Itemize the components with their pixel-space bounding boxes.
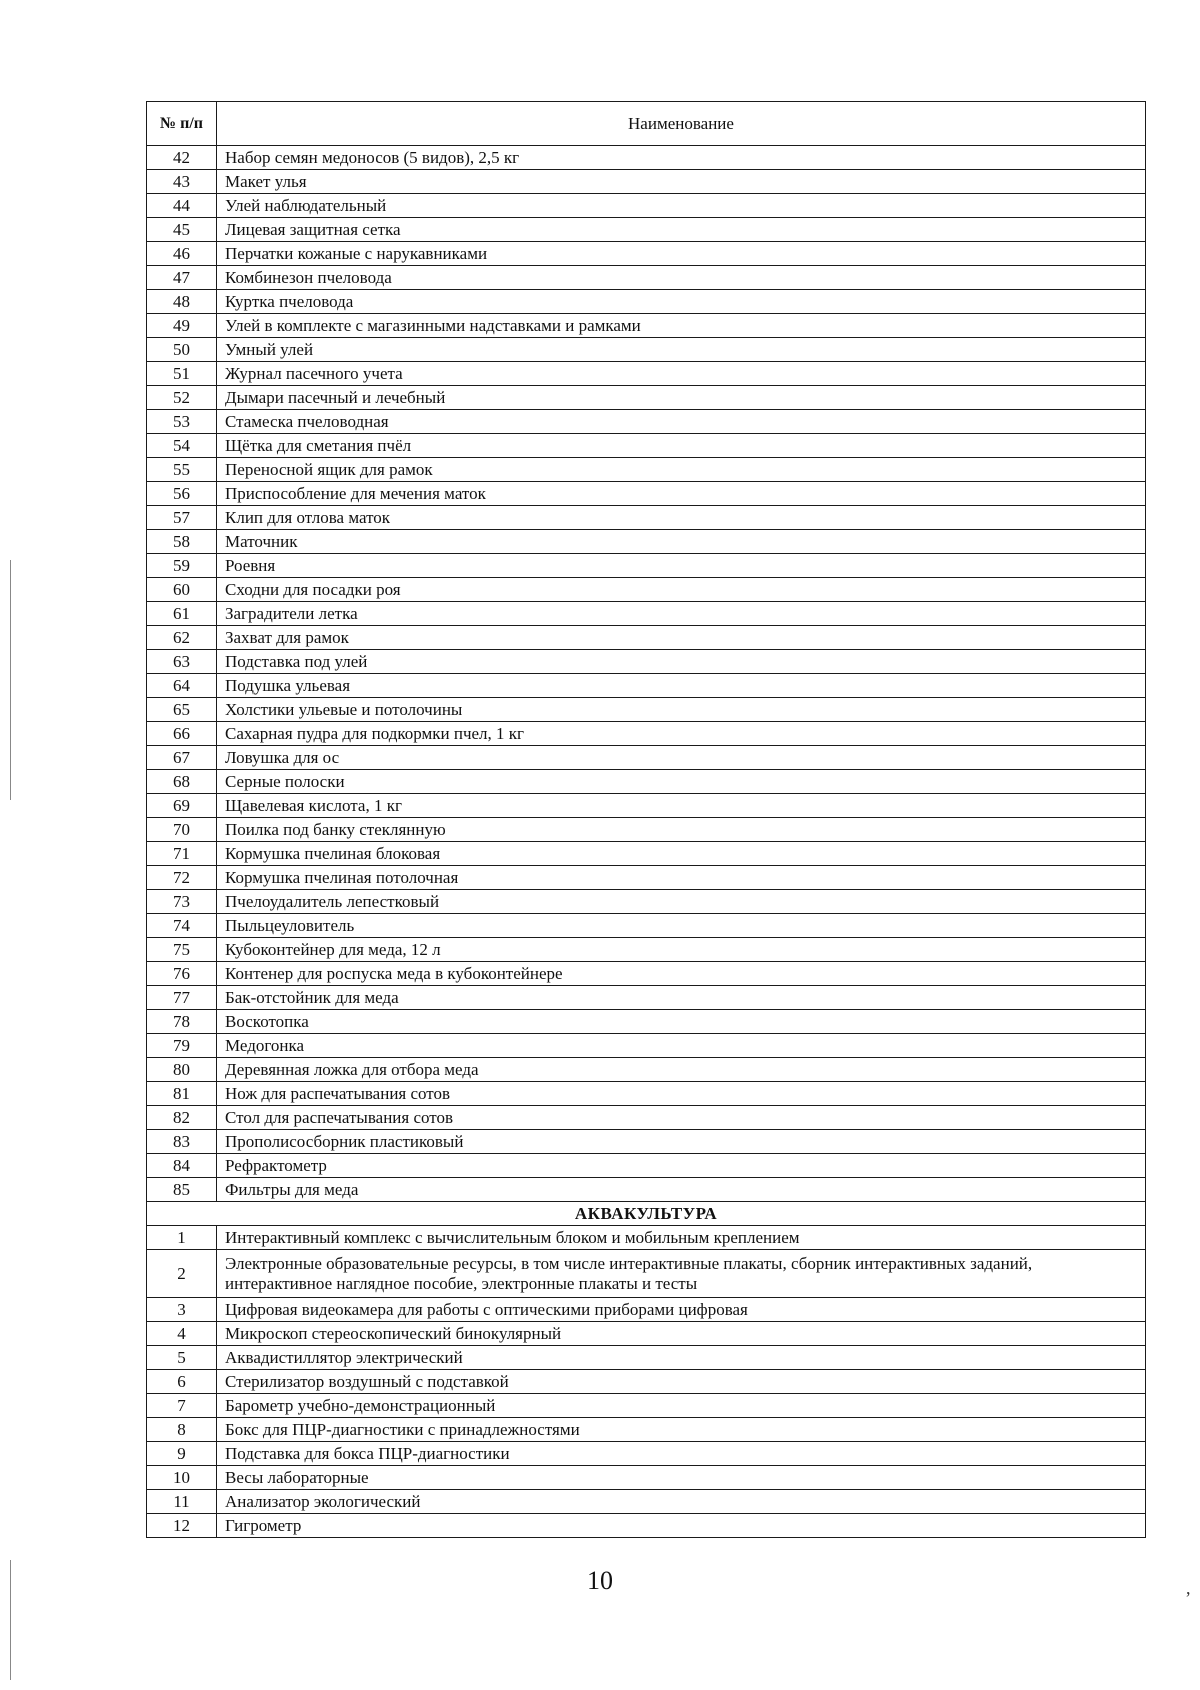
- table-row: [147, 266, 1146, 290]
- row-number: 42: [147, 146, 217, 170]
- table-row: [147, 914, 1146, 938]
- row-name: Кормушка пчелиная потолочная: [217, 866, 1146, 890]
- table-row: [147, 722, 1146, 746]
- row-name: Захват для рамок: [217, 626, 1146, 650]
- row-number: 55: [147, 458, 217, 482]
- table-row: [147, 290, 1146, 314]
- row-name: Сахарная пудра для подкормки пчел, 1 кг: [217, 722, 1146, 746]
- beekeeping-rows: [147, 146, 1146, 1202]
- row-name: Прополисосборник пластиковый: [217, 1130, 1146, 1154]
- table-row: [147, 746, 1146, 770]
- table-header-row: [147, 102, 1146, 146]
- row-number: 70: [147, 818, 217, 842]
- table-row: [147, 602, 1146, 626]
- table-row: [147, 410, 1146, 434]
- table-row: [147, 866, 1146, 890]
- row-number: 47: [147, 266, 217, 290]
- row-name: Электронные образовательные ресурсы, в том числе интерактивные плакаты, сборник интерактивных заданий, интерактивное наглядное пособие, электронные плакаты и тесты: [217, 1250, 1146, 1298]
- row-number: 73: [147, 890, 217, 914]
- header-number: № п/п: [147, 102, 217, 146]
- row-number: 71: [147, 842, 217, 866]
- row-name: Щавелевая кислота, 1 кг: [217, 794, 1146, 818]
- table-row: [147, 650, 1146, 674]
- row-name: Кубоконтейнер для меда, 12 л: [217, 938, 1146, 962]
- row-number: 52: [147, 386, 217, 410]
- equipment-table: [146, 101, 1146, 1538]
- row-number: 72: [147, 866, 217, 890]
- row-name: Гигрометр: [217, 1514, 1146, 1538]
- row-number: 63: [147, 650, 217, 674]
- row-name: Пыльцеуловитель: [217, 914, 1146, 938]
- row-number: 45: [147, 218, 217, 242]
- row-name: Медогонка: [217, 1034, 1146, 1058]
- table-row: [147, 1082, 1146, 1106]
- aquaculture-rows: [147, 1226, 1146, 1538]
- table-row: [147, 146, 1146, 170]
- row-name: Аквадистиллятор электрический: [217, 1346, 1146, 1370]
- row-name: Стол для распечатывания сотов: [217, 1106, 1146, 1130]
- table-row: [147, 314, 1146, 338]
- table-row: [147, 1490, 1146, 1514]
- row-number: 43: [147, 170, 217, 194]
- row-number: 68: [147, 770, 217, 794]
- row-name: Набор семян медоносов (5 видов), 2,5 кг: [217, 146, 1146, 170]
- row-name: Микроскоп стереоскопический бинокулярный: [217, 1322, 1146, 1346]
- row-number: 4: [147, 1322, 217, 1346]
- row-name: Рефрактометр: [217, 1154, 1146, 1178]
- table-row: [147, 770, 1146, 794]
- table-row: [147, 890, 1146, 914]
- row-number: 57: [147, 506, 217, 530]
- row-number: 78: [147, 1010, 217, 1034]
- row-number: 81: [147, 1082, 217, 1106]
- table-row: [147, 962, 1146, 986]
- row-name: Улей в комплекте с магазинными надставками и рамками: [217, 314, 1146, 338]
- row-number: 61: [147, 602, 217, 626]
- row-number: 80: [147, 1058, 217, 1082]
- table-row: [147, 698, 1146, 722]
- row-name: Цифровая видеокамера для работы с оптическими приборами цифровая: [217, 1298, 1146, 1322]
- row-name: Нож для распечатывания сотов: [217, 1082, 1146, 1106]
- row-number: 49: [147, 314, 217, 338]
- row-name: Воскотопка: [217, 1010, 1146, 1034]
- row-number: 69: [147, 794, 217, 818]
- row-number: 3: [147, 1298, 217, 1322]
- row-number: 59: [147, 554, 217, 578]
- row-number: 5: [147, 1346, 217, 1370]
- section-title: АКВАКУЛЬТУРА: [147, 1202, 1146, 1226]
- row-number: 6: [147, 1370, 217, 1394]
- row-number: 50: [147, 338, 217, 362]
- row-name: Сходни для посадки роя: [217, 578, 1146, 602]
- table-row: [147, 1178, 1146, 1202]
- row-number: 54: [147, 434, 217, 458]
- table-row: [147, 362, 1146, 386]
- row-name: Стамеска пчеловодная: [217, 410, 1146, 434]
- table-row: [147, 1226, 1146, 1250]
- row-number: 82: [147, 1106, 217, 1130]
- row-name: Журнал пасечного учета: [217, 362, 1146, 386]
- table-row: [147, 794, 1146, 818]
- row-number: 2: [147, 1250, 217, 1298]
- row-name: Пчелоудалитель лепестковый: [217, 890, 1146, 914]
- row-number: 85: [147, 1178, 217, 1202]
- row-name: Весы лабораторные: [217, 1466, 1146, 1490]
- row-name: Переносной ящик для рамок: [217, 458, 1146, 482]
- row-name: Кормушка пчелиная блоковая: [217, 842, 1146, 866]
- row-number: 44: [147, 194, 217, 218]
- table-row: [147, 338, 1146, 362]
- row-name: Макет улья: [217, 170, 1146, 194]
- table-row: [147, 1154, 1146, 1178]
- row-name: Бокс для ПЦР-диагностики с принадлежностями: [217, 1418, 1146, 1442]
- row-name: Контенер для роспуска меда в кубоконтейнере: [217, 962, 1146, 986]
- row-number: 56: [147, 482, 217, 506]
- row-number: 11: [147, 1490, 217, 1514]
- row-number: 84: [147, 1154, 217, 1178]
- row-number: 60: [147, 578, 217, 602]
- row-number: 1: [147, 1226, 217, 1250]
- row-number: 83: [147, 1130, 217, 1154]
- row-name: Анализатор экологический: [217, 1490, 1146, 1514]
- table-row: [147, 1346, 1146, 1370]
- row-name: Приспособление для мечения маток: [217, 482, 1146, 506]
- table-row: [147, 1442, 1146, 1466]
- table-row: [147, 1130, 1146, 1154]
- row-name: Подставка для бокса ПЦР-диагностики: [217, 1442, 1146, 1466]
- table-row: [147, 818, 1146, 842]
- row-number: 76: [147, 962, 217, 986]
- table-row: [147, 842, 1146, 866]
- row-name: Улей наблюдательный: [217, 194, 1146, 218]
- row-name: Подставка под улей: [217, 650, 1146, 674]
- table-row: [147, 170, 1146, 194]
- table-row: [147, 458, 1146, 482]
- row-name: Перчатки кожаные с нарукавниками: [217, 242, 1146, 266]
- table-row: [147, 1322, 1146, 1346]
- row-number: 74: [147, 914, 217, 938]
- row-number: 66: [147, 722, 217, 746]
- row-name: Фильтры для меда: [217, 1178, 1146, 1202]
- table-row: [147, 1058, 1146, 1082]
- table-row: [147, 674, 1146, 698]
- table-row: [147, 194, 1146, 218]
- table-row: [147, 1106, 1146, 1130]
- row-number: 75: [147, 938, 217, 962]
- table-row: [147, 482, 1146, 506]
- table-row: [147, 530, 1146, 554]
- scan-margin-line: [10, 560, 11, 800]
- row-name: Роевня: [217, 554, 1146, 578]
- table-row: [147, 626, 1146, 650]
- table-row: [147, 986, 1146, 1010]
- table-row: [147, 434, 1146, 458]
- section-row: [147, 1202, 1146, 1226]
- row-number: 9: [147, 1442, 217, 1466]
- row-name: Интерактивный комплекс с вычислительным блоком и мобильным креплением: [217, 1226, 1146, 1250]
- row-name: Стерилизатор воздушный с подставкой: [217, 1370, 1146, 1394]
- table-row: [147, 218, 1146, 242]
- row-name: Умный улей: [217, 338, 1146, 362]
- row-number: 7: [147, 1394, 217, 1418]
- row-name: Деревянная ложка для отбора меда: [217, 1058, 1146, 1082]
- row-name: Ловушка для ос: [217, 746, 1146, 770]
- row-number: 58: [147, 530, 217, 554]
- table-row: [147, 242, 1146, 266]
- row-number: 67: [147, 746, 217, 770]
- row-number: 10: [147, 1466, 217, 1490]
- row-number: 53: [147, 410, 217, 434]
- scan-speck: ,: [1186, 1578, 1191, 1598]
- row-name: Дымари пасечный и лечебный: [217, 386, 1146, 410]
- row-name: Щётка для сметания пчёл: [217, 434, 1146, 458]
- row-name: Заградители летка: [217, 602, 1146, 626]
- row-name: Серные полоски: [217, 770, 1146, 794]
- row-number: 77: [147, 986, 217, 1010]
- row-name: Подушка ульевая: [217, 674, 1146, 698]
- row-number: 51: [147, 362, 217, 386]
- row-number: 12: [147, 1514, 217, 1538]
- table-row: [147, 1418, 1146, 1442]
- row-name: Холстики ульевые и потолочины: [217, 698, 1146, 722]
- table-row: [147, 1250, 1146, 1298]
- row-number: 62: [147, 626, 217, 650]
- table-row: [147, 1298, 1146, 1322]
- table-row: [147, 1034, 1146, 1058]
- page-number: 10: [587, 1566, 613, 1595]
- row-name: Маточник: [217, 530, 1146, 554]
- table-row: [147, 1370, 1146, 1394]
- table-row: [147, 578, 1146, 602]
- row-name: Поилка под банку стеклянную: [217, 818, 1146, 842]
- row-number: 46: [147, 242, 217, 266]
- row-name: Клип для отлова маток: [217, 506, 1146, 530]
- table-row: [147, 1394, 1146, 1418]
- table-row: [147, 506, 1146, 530]
- row-name: Комбинезон пчеловода: [217, 266, 1146, 290]
- row-number: 48: [147, 290, 217, 314]
- row-name: Лицевая защитная сетка: [217, 218, 1146, 242]
- row-number: 65: [147, 698, 217, 722]
- row-number: 8: [147, 1418, 217, 1442]
- row-number: 79: [147, 1034, 217, 1058]
- row-name: Барометр учебно-демонстрационный: [217, 1394, 1146, 1418]
- row-number: 64: [147, 674, 217, 698]
- table-row: [147, 386, 1146, 410]
- row-name: Бак-отстойник для меда: [217, 986, 1146, 1010]
- header-name: Наименование: [217, 102, 1146, 146]
- table-row: [147, 1514, 1146, 1538]
- table-row: [147, 1466, 1146, 1490]
- table-row: [147, 1010, 1146, 1034]
- row-name: Куртка пчеловода: [217, 290, 1146, 314]
- table-row: [147, 554, 1146, 578]
- table-row: [147, 938, 1146, 962]
